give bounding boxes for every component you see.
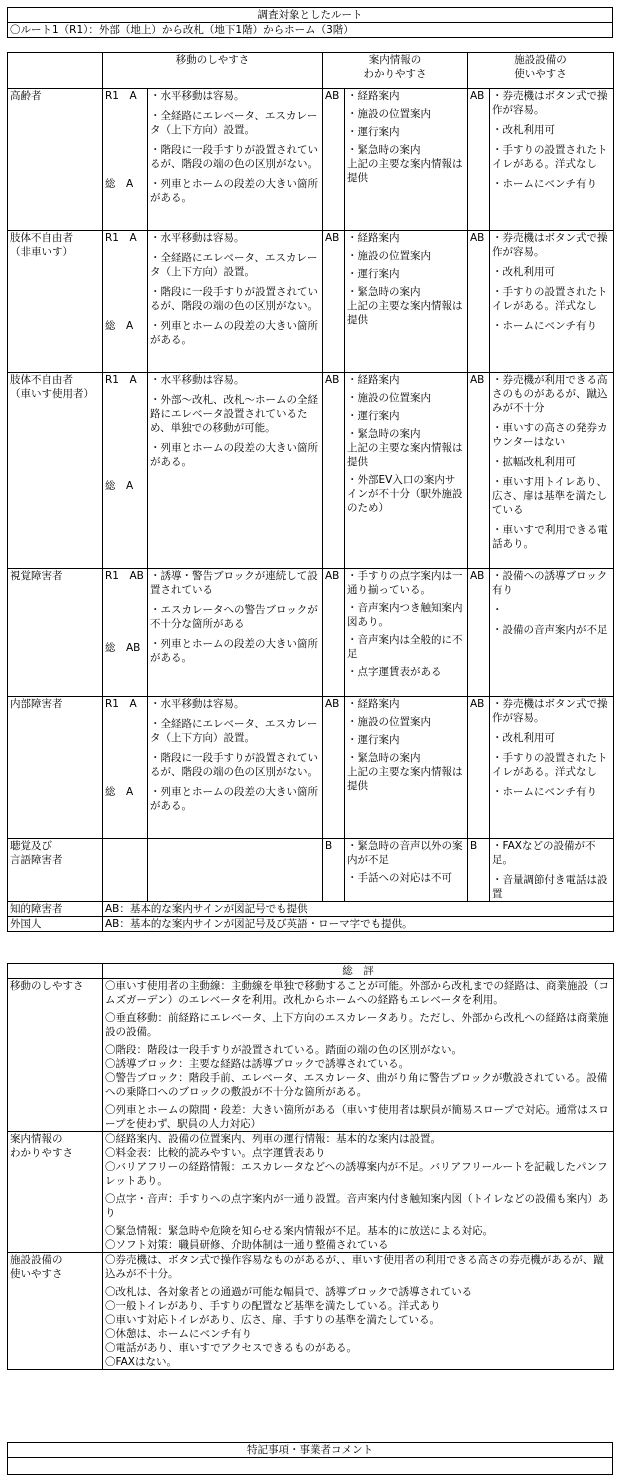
mobility-grade-total: 総 A	[105, 480, 134, 492]
information-note: ・音声案内は全般的に不足	[347, 634, 463, 660]
summary-paragraph: 〇バリアフリーの経路情報：エスカレータなどへの誘導案内が不足。バリアフリールートを記載したパンフレットあり。	[105, 1161, 608, 1187]
information-grade: AB	[323, 373, 345, 569]
route-title: 調査対象としたルート	[8, 8, 613, 23]
notes-table	[7, 1442, 613, 1475]
facility-grade: AB	[468, 697, 490, 839]
mobility-note: ・列車とホームの段差の大きい箇所がある。	[150, 638, 318, 664]
summary-paragraph: 〇点字・音声：手すりへの点字案内が一通り設置。音声案内付き触知案内図（トイレなどの設備も案内）あり	[105, 1193, 609, 1219]
information-note: ・緊急時の案内 上記の主要な案内情報は提供	[347, 144, 463, 184]
summary-paragraph: 〇警告ブロック：階段手前、エレベータ、エスカレータ、曲がり角に警告ブロックが敷設されている。設備への乗降口へのブロックの敷設が不十分な箇所がある。	[105, 1072, 608, 1098]
information-note: ・点字運賃表がある	[347, 666, 442, 678]
summary-paragraph: 〇料金表：比較的読みやすい。点字運賃表あり	[105, 1147, 326, 1159]
information-note: ・運行案内	[347, 734, 400, 746]
summary-body	[8, 964, 614, 1370]
evaluation-header-row	[8, 53, 614, 89]
summary-header-blank	[8, 964, 103, 979]
mobility-note: ・水平移動は容易。	[150, 698, 245, 710]
summary-paragraph: 〇電話があり、車いすでアクセスできるものがある。	[105, 1342, 357, 1354]
evaluation-table	[7, 52, 614, 932]
information-note: ・経路案内	[347, 232, 400, 244]
summary-section-label: 施設設備の 使いやすさ	[8, 1253, 103, 1370]
mobility-note: ・階段に一段手すりが設置されているが、階段の端の色の区別がない。	[150, 286, 318, 312]
facility-note: ・手すりの設置されたトイレがある。洋式なし	[492, 144, 608, 170]
information-grade: AB	[323, 697, 345, 839]
mobility-notes	[148, 231, 323, 373]
evaluation-row	[8, 839, 614, 902]
information-note: ・緊急時の案内 上記の主要な案内情報は提供	[347, 752, 463, 792]
mobility-note: ・全経路にエレベータ、エスカレータ（上下方向）設置。	[150, 718, 318, 744]
header-mobility: 移動のしやすさ	[103, 53, 323, 89]
mobility-grade-cell	[103, 697, 148, 839]
simple-evaluation: AB：基本的な案内サインが図記号でも提供	[103, 902, 614, 917]
information-note: ・運行案内	[347, 126, 400, 138]
user-type: 外国人	[8, 917, 103, 932]
mobility-grade-r1: R1 A	[105, 90, 137, 102]
summary-header-row	[8, 964, 614, 979]
information-note: ・施設の位置案内	[347, 250, 431, 262]
mobility-note: ・外部～改札、改札～ホームの全経路にエレベータ設置されているため、単独での移動が可能。	[150, 394, 318, 434]
information-note: ・手話への対応は不可	[347, 872, 452, 884]
information-note: ・経路案内	[347, 90, 400, 102]
information-note: ・外部EV入口の案内サインが不十分（駅外施設のため）	[347, 474, 463, 514]
mobility-note: ・全経路にエレベータ、エスカレータ（上下方向）設置。	[150, 252, 318, 278]
summary-paragraph: 〇車いす使用者の主動線：主動線を単独で移動することが可能。外部から改札までの経路は、商業施設（コムズガーデン）のエレベータを利用。改札からホームへの経路もエレベータを利用。	[105, 980, 609, 1006]
summary-section-label: 移動のしやすさ	[8, 979, 103, 1132]
evaluation-row	[8, 231, 614, 373]
user-type: 高齢者	[8, 89, 103, 231]
mobility-grade-total: 総 A	[105, 320, 134, 332]
summary-paragraph: 〇ソフト対策：職員研修、介助体制は一通り整備されている	[105, 1239, 389, 1251]
facility-grade: AB	[468, 231, 490, 373]
summary-paragraph: 〇経路案内、設備の位置案内、列車の運行情報：基本的な案内は設置。	[105, 1133, 441, 1145]
facility-note: ・改札利用可	[492, 124, 555, 136]
user-type: 視覚障害者	[8, 569, 103, 697]
evaluation-simple-row	[8, 917, 614, 932]
mobility-grade-cell	[103, 373, 148, 569]
facility-notes	[490, 89, 614, 231]
summary-paragraph: 〇券売機は、ボタン式で操作容易なものがあるが、、車いす使用者の利用できる高さの券売機があるが、蹴込みが不十分。	[105, 1254, 604, 1280]
mobility-note: ・全経路にエレベータ、エスカレータ（上下方向）設置。	[150, 110, 318, 136]
summary-section	[8, 1253, 614, 1370]
summary-section	[8, 979, 614, 1132]
user-type: 肢体不自由者 （非車いす）	[8, 231, 103, 373]
summary-paragraph: 〇休憩は、ホームにベンチ有り	[105, 1328, 252, 1340]
summary-title: 総 評	[103, 964, 614, 979]
user-type: 肢体不自由者 （車いす使用者）	[8, 373, 103, 569]
mobility-note: ・列車とホームの段差の大きい箇所がある。	[150, 442, 318, 468]
user-type: 聴覚及び 言語障害者	[8, 839, 103, 902]
header-information: 案内情報の わかりやすさ	[323, 53, 468, 89]
mobility-grade-r1: R1 A	[105, 232, 137, 244]
facility-note: ・手すりの設置されたトイレがある。洋式なし	[492, 286, 608, 312]
evaluation-row	[8, 569, 614, 697]
facility-note: ・改札利用可	[492, 732, 555, 744]
information-note: ・経路案内	[347, 374, 400, 386]
mobility-notes	[148, 839, 323, 902]
mobility-grade-r1: R1 A	[105, 374, 137, 386]
information-note: ・手すりの点字案内は一通り揃っている。	[347, 570, 463, 596]
information-note: ・緊急時の案内 上記の主要な案内情報は提供	[347, 286, 463, 326]
facility-note: ・音量調節付き電話は設置	[492, 874, 608, 900]
mobility-note: ・水平移動は容易。	[150, 90, 245, 102]
summary-section-body	[103, 979, 614, 1132]
information-grade: AB	[323, 89, 345, 231]
summary-table	[7, 963, 614, 1370]
mobility-grade-total: 総 A	[105, 178, 134, 190]
facility-note: ・車いすの高さの発券カウンターはない	[492, 422, 608, 448]
facility-note: ・設備の音声案内が不足	[492, 624, 608, 636]
summary-paragraph: 〇FAXはない。	[105, 1356, 177, 1368]
mobility-note: ・列車とホームの段差の大きい箇所がある。	[150, 320, 318, 346]
user-type: 知的障害者	[8, 902, 103, 917]
mobility-grade-cell	[103, 231, 148, 373]
summary-section-body	[103, 1253, 614, 1370]
summary-paragraph: 〇改札は、各対象者との通過が可能な幅員で、誘導ブロックで誘導されている	[105, 1286, 473, 1298]
header-facilities: 施設設備の 使いやすさ	[468, 53, 614, 89]
mobility-grade-total: 総 A	[105, 786, 134, 798]
mobility-grade-total: 総 AB	[105, 642, 141, 654]
information-grade: AB	[323, 569, 345, 697]
summary-paragraph: 〇一般トイレがあり、手すりの配置など基準を満たしている。洋式あり	[105, 1300, 441, 1312]
summary-paragraph: 〇緊急情報：緊急時や危険を知らせる案内情報が不足。基本的に放送による対応。	[105, 1225, 494, 1237]
mobility-notes	[148, 569, 323, 697]
facility-notes	[490, 231, 614, 373]
mobility-grade-cell	[103, 89, 148, 231]
simple-evaluation: AB：基本的な案内サインが図記号及び英語・ローマ字でも提供。	[103, 917, 614, 932]
summary-section-label: 案内情報の わかりやすさ	[8, 1132, 103, 1253]
facility-grade: B	[468, 839, 490, 902]
information-note: ・緊急時の案内 上記の主要な案内情報は提供	[347, 428, 463, 468]
facility-note: ・ホームにベンチ有り	[492, 178, 597, 190]
facility-grade: AB	[468, 89, 490, 231]
mobility-note: ・誘導・警告ブロックが連続して設置されている	[150, 570, 318, 596]
mobility-note: ・階段に一段手すりが設置されているが、階段の端の色の区別がない。	[150, 144, 318, 170]
mobility-note: ・階段に一段手すりが設置されているが、階段の端の色の区別がない。	[150, 752, 318, 778]
route-table	[7, 7, 613, 38]
information-notes	[345, 839, 468, 902]
user-type: 内部障害者	[8, 697, 103, 839]
information-notes	[345, 373, 468, 569]
mobility-note: ・水平移動は容易。	[150, 374, 245, 386]
notes-body	[8, 1458, 613, 1475]
facility-note: ・拡幅改札利用可	[492, 456, 576, 468]
facility-note: ・券売機はボタン式で操作が容易。	[492, 90, 608, 116]
facility-note: ・改札利用可	[492, 266, 555, 278]
summary-section	[8, 1132, 614, 1253]
information-note: ・施設の位置案内	[347, 716, 431, 728]
information-note: ・施設の位置案内	[347, 392, 431, 404]
mobility-note: ・水平移動は容易。	[150, 232, 245, 244]
notes-title: 特記事項・事業者コメント	[8, 1443, 613, 1458]
mobility-grade-r1: R1 AB	[105, 570, 144, 582]
mobility-notes	[148, 373, 323, 569]
facility-grade: AB	[468, 569, 490, 697]
facility-note: ・券売機はボタン式で操作が容易。	[492, 698, 608, 724]
mobility-notes	[148, 697, 323, 839]
facility-note: ・ホームにベンチ有り	[492, 786, 597, 798]
information-notes	[345, 697, 468, 839]
information-note: ・音声案内つき触知案内図あり。	[347, 602, 463, 628]
mobility-notes	[148, 89, 323, 231]
summary-section-body	[103, 1132, 614, 1253]
facility-notes	[490, 569, 614, 697]
facility-note: ・設備への誘導ブロック有り	[492, 570, 608, 596]
evaluation-row	[8, 697, 614, 839]
information-note: ・施設の位置案内	[347, 108, 431, 120]
mobility-note: ・列車とホームの段差の大きい箇所がある。	[150, 178, 318, 204]
summary-paragraph: 〇誘導ブロック：主要な経路は誘導ブロックで誘導されている。	[105, 1058, 410, 1070]
summary-paragraph: 〇垂直移動：前経路にエレベータ、上下方向のエスカレータあり。ただし、外部から改札への経路は商業施設の設備。	[105, 1012, 609, 1038]
mobility-grade-r1: R1 A	[105, 698, 137, 710]
facility-note: ・手すりの設置されたトイレがある。洋式なし	[492, 752, 608, 778]
mobility-grade-cell	[103, 569, 148, 697]
information-notes	[345, 231, 468, 373]
information-grade: AB	[323, 231, 345, 373]
summary-paragraph: 〇列車とホームの隙間・段差：大きい箇所がある（車いす使用者は駅員が簡易スロープで対応。通常はスロープを使わず、駅員の人力対応）	[105, 1104, 609, 1130]
facility-note: ・ホームにベンチ有り	[492, 320, 597, 332]
facility-note: ・車いすで利用できる電話あり。	[492, 524, 608, 550]
information-notes	[345, 89, 468, 231]
information-grade: B	[323, 839, 345, 902]
information-note: ・経路案内	[347, 698, 400, 710]
facility-note: ・券売機はボタン式で操作が容易。	[492, 232, 608, 258]
header-user-type	[8, 53, 103, 89]
facility-note: ・車いす用トイレあり、広さ、扉は基準を満たしている	[492, 476, 608, 516]
information-note: ・運行案内	[347, 410, 400, 422]
facility-note: ・	[492, 604, 503, 616]
facility-notes	[490, 839, 614, 902]
mobility-note: ・エスカレータへの警告ブロックが不十分な箇所がある	[150, 604, 318, 630]
facility-notes	[490, 373, 614, 569]
route-description: 〇ルート1（R1）：外部（地上）から改札（地下1階）からホーム（3階）	[8, 23, 613, 38]
facility-notes	[490, 697, 614, 839]
evaluation-simple-row	[8, 902, 614, 917]
information-notes	[345, 569, 468, 697]
mobility-note: ・列車とホームの段差の大きい箇所がある。	[150, 786, 318, 812]
summary-paragraph: 〇車いす対応トイレがあり、広さ、扉、手すりの基準を満たしている。	[105, 1314, 441, 1326]
evaluation-row	[8, 89, 614, 231]
information-note: ・緊急時の音声以外の案内が不足	[347, 840, 463, 866]
facility-note: ・券売機が利用できる高さのものがあるが、蹴込みが不十分	[492, 374, 608, 414]
facility-grade: AB	[468, 373, 490, 569]
mobility-grade-cell	[103, 839, 148, 902]
facility-note: ・FAXなどの設備が不足。	[492, 840, 596, 866]
information-note: ・運行案内	[347, 268, 400, 280]
summary-paragraph: 〇階段：階段は一段手すりが設置されている。踏面の端の色の区別がない。	[105, 1044, 462, 1056]
evaluation-body	[8, 53, 614, 932]
evaluation-row	[8, 373, 614, 569]
